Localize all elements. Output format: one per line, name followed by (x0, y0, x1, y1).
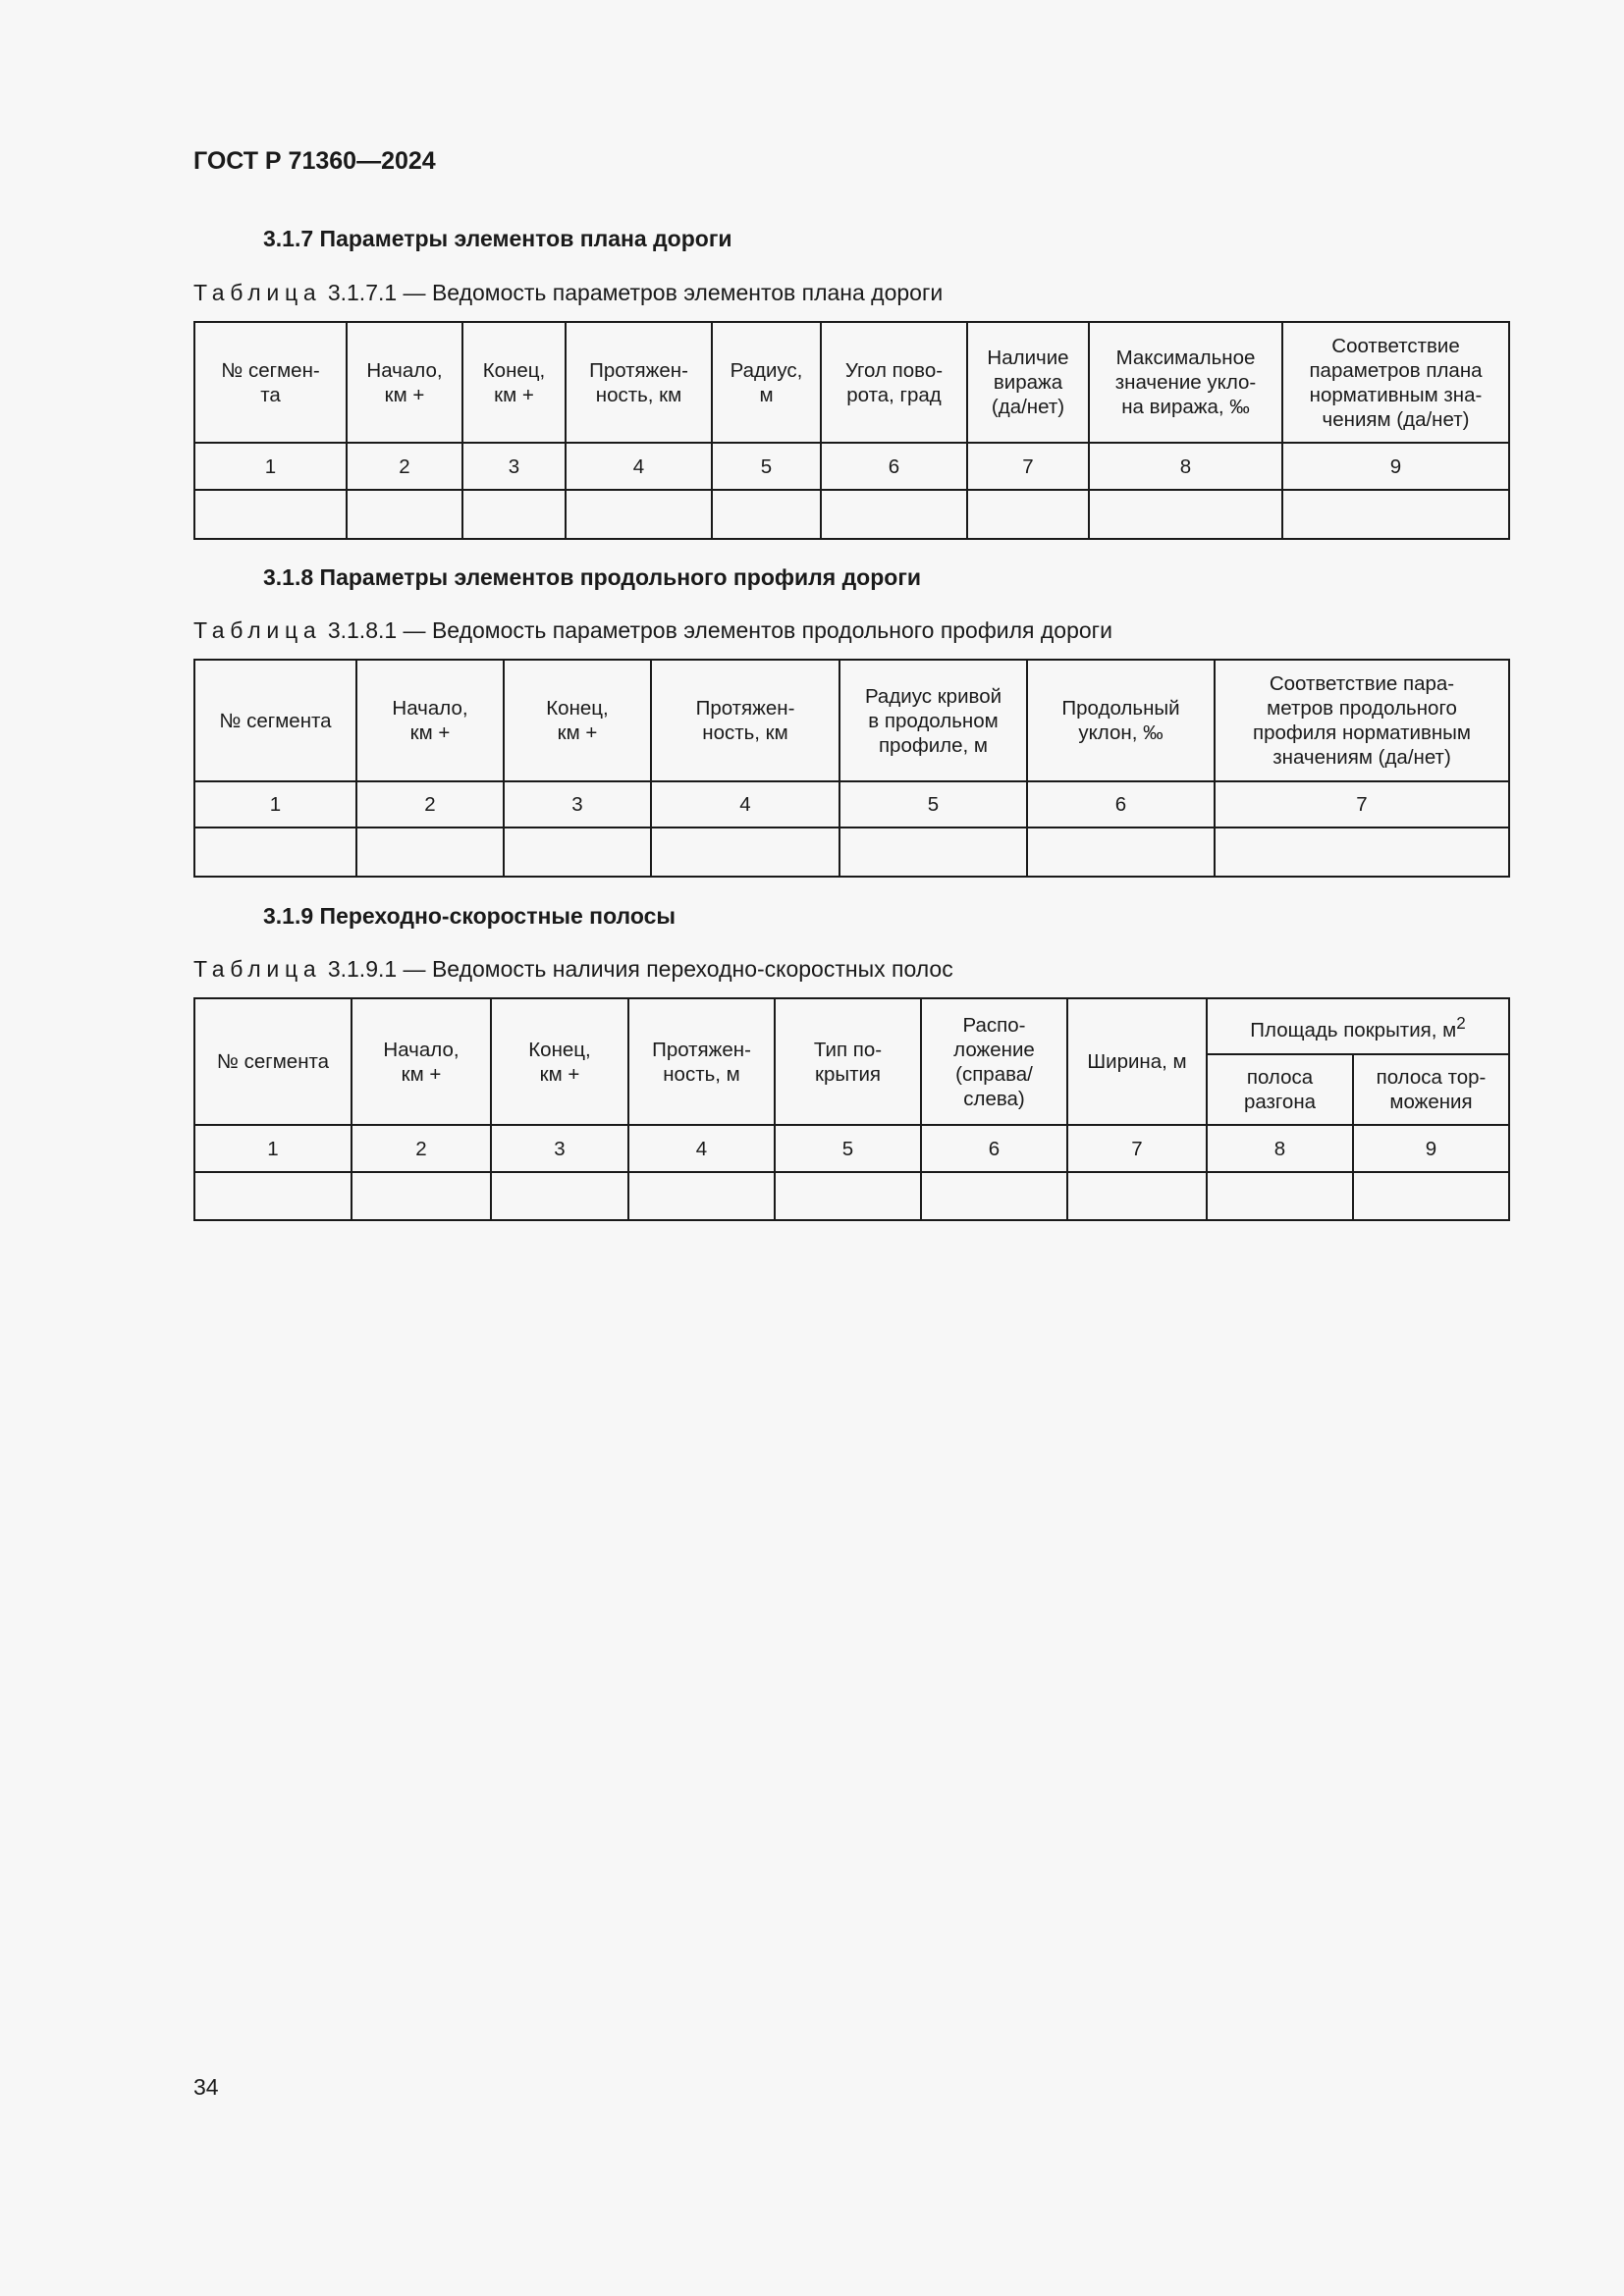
caption-text: 3.1.9.1 — Ведомость наличия переходно-скоростных полос (327, 956, 953, 982)
header-cell: № сегмен- та (194, 322, 347, 443)
empty-cell (1282, 490, 1509, 539)
empty-cell (1207, 1172, 1353, 1220)
header-cell: Соответствие пара- метров продольного профиля нормативным значениям (да/нет) (1215, 660, 1509, 781)
number-cell: 2 (347, 443, 462, 490)
table-header-row (194, 660, 1509, 781)
table-empty-row (194, 828, 1509, 877)
empty-cell (462, 490, 566, 539)
table-caption-3-1-7-1 (193, 280, 943, 306)
number-cell: 7 (1215, 781, 1509, 828)
empty-cell (504, 828, 651, 877)
table-caption-3-1-9-1 (193, 956, 953, 983)
table-header-row (194, 998, 1509, 1054)
number-cell: 8 (1207, 1125, 1353, 1172)
empty-cell (491, 1172, 628, 1220)
header-cell: Протяжен- ность, м (628, 998, 775, 1125)
header-cell: Продольный уклон, ‰ (1027, 660, 1215, 781)
document-header: ГОСТ Р 71360—2024 (193, 147, 436, 175)
header-cell: Конец, км + (491, 998, 628, 1125)
header-cell: Конец, км + (504, 660, 651, 781)
number-cell: 9 (1282, 443, 1509, 490)
group-header-text: Площадь покрытия, м (1250, 1018, 1457, 1041)
empty-cell (352, 1172, 491, 1220)
header-cell: Распо- ложение (справа/ слева) (921, 998, 1067, 1125)
empty-cell (921, 1172, 1067, 1220)
table-3-1-8-1 (193, 659, 1510, 878)
header-cell: Протяжен- ность, км (566, 322, 712, 443)
empty-cell (566, 490, 712, 539)
empty-cell (651, 828, 839, 877)
empty-cell (839, 828, 1027, 877)
number-cell: 6 (1027, 781, 1215, 828)
number-cell: 8 (1089, 443, 1282, 490)
table-empty-row (194, 490, 1509, 539)
header-cell: Начало, км + (347, 322, 462, 443)
empty-cell (712, 490, 821, 539)
number-cell: 1 (194, 1125, 352, 1172)
number-cell: 5 (775, 1125, 921, 1172)
group-header-cell (1207, 998, 1509, 1054)
header-cell: Начало, км + (356, 660, 504, 781)
empty-cell (356, 828, 504, 877)
empty-cell (775, 1172, 921, 1220)
number-cell: 5 (839, 781, 1027, 828)
group-header-superscript: 2 (1456, 1013, 1466, 1033)
header-cell: Конец, км + (462, 322, 566, 443)
header-cell: Максимальное значение укло- на виража, ‰ (1089, 322, 1282, 443)
number-cell: 4 (628, 1125, 775, 1172)
empty-cell (1027, 828, 1215, 877)
table-number-row (194, 1125, 1509, 1172)
empty-cell (628, 1172, 775, 1220)
sub-header-cell: полоса тор- можения (1353, 1054, 1509, 1125)
number-cell: 3 (504, 781, 651, 828)
caption-word: Таблица (193, 280, 322, 305)
header-cell: Протяжен- ность, км (651, 660, 839, 781)
caption-word: Таблица (193, 617, 322, 643)
empty-cell (1215, 828, 1509, 877)
empty-cell (1353, 1172, 1509, 1220)
header-cell: Ширина, м (1067, 998, 1207, 1125)
header-cell: Наличие виража (да/нет) (967, 322, 1089, 443)
header-cell: № сегмента (194, 660, 356, 781)
number-cell: 3 (462, 443, 566, 490)
number-cell: 1 (194, 443, 347, 490)
sub-header-cell: полоса разгона (1207, 1054, 1353, 1125)
number-cell: 5 (712, 443, 821, 490)
number-cell: 2 (356, 781, 504, 828)
number-cell: 7 (967, 443, 1089, 490)
number-cell: 4 (651, 781, 839, 828)
caption-text: 3.1.7.1 — Ведомость параметров элементов плана дороги (327, 280, 944, 305)
number-cell: 7 (1067, 1125, 1207, 1172)
table-number-row (194, 781, 1509, 828)
empty-cell (194, 1172, 352, 1220)
header-cell: Тип по- крытия (775, 998, 921, 1125)
table-header-row (194, 322, 1509, 443)
number-cell: 2 (352, 1125, 491, 1172)
header-cell: Радиус кривой в продольном профиле, м (839, 660, 1027, 781)
empty-cell (1089, 490, 1282, 539)
number-cell: 4 (566, 443, 712, 490)
table-caption-3-1-8-1 (193, 617, 1112, 644)
empty-cell (347, 490, 462, 539)
header-cell: Соответствие параметров плана нормативным зна- чениям (да/нет) (1282, 322, 1509, 443)
number-cell: 6 (921, 1125, 1067, 1172)
section-title-3-1-8: 3.1.8 Параметры элементов продольного профиля дороги (263, 564, 922, 590)
empty-cell (821, 490, 967, 539)
number-cell: 6 (821, 443, 967, 490)
section-title-3-1-9: 3.1.9 Переходно-скоростные полосы (263, 903, 677, 929)
caption-text: 3.1.8.1 — Ведомость параметров элементов продольного профиля дороги (327, 617, 1112, 643)
header-cell: Радиус, м (712, 322, 821, 443)
empty-cell (194, 490, 347, 539)
header-cell: Начало, км + (352, 998, 491, 1125)
number-cell: 9 (1353, 1125, 1509, 1172)
table-3-1-7-1 (193, 321, 1510, 540)
empty-cell (967, 490, 1089, 539)
header-cell: № сегмента (194, 998, 352, 1125)
table-empty-row (194, 1172, 1509, 1220)
empty-cell (1067, 1172, 1207, 1220)
number-cell: 3 (491, 1125, 628, 1172)
table-3-1-9-1 (193, 997, 1510, 1221)
table-number-row (194, 443, 1509, 490)
page-number: 34 (193, 2074, 219, 2100)
empty-cell (194, 828, 356, 877)
section-title-3-1-7: 3.1.7 Параметры элементов плана дороги (263, 226, 732, 251)
caption-word: Таблица (193, 956, 322, 982)
header-cell: Угол пово- рота, град (821, 322, 967, 443)
number-cell: 1 (194, 781, 356, 828)
